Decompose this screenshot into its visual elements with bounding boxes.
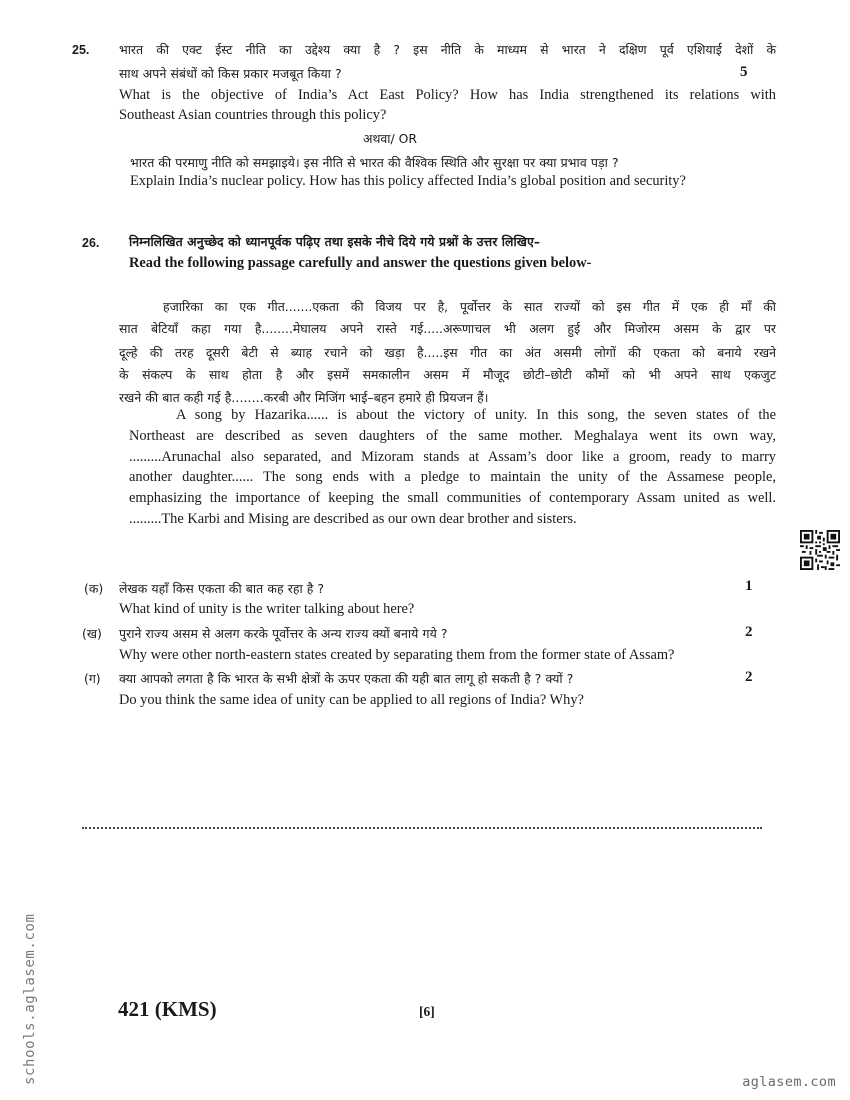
passage-hindi-line: रखने की बात कही गई है........करबी और मिजिंग भाई–बहन हमारे ही प्रियजन हैं। xyxy=(119,390,489,405)
passage-hindi-line: सात बेटियाँ कहा गया है........मेघालय अपने रास्ते गई.....अरूणाचल भी अलग हुई और मिजोरम असम के द्वार पर xyxy=(119,321,776,336)
passage-english-line: .........Arunachal also separated, and Mizoram stands at Assam’s door like a groom, ready to marry xyxy=(129,449,776,465)
watermark-side: schools.aglasem.com xyxy=(22,913,38,1085)
qr-code-icon xyxy=(800,530,840,570)
subq-label-kha: (ख) xyxy=(82,626,102,641)
subq-kha-marks: 2 xyxy=(745,624,753,640)
q25-alternative-english: Explain India’s nuclear policy. How has this policy affected India’s global position and security? xyxy=(130,173,686,189)
subq-ga-hindi: क्या आपको लगता है कि भारत के सभी क्षेत्रों के ऊपर एकता की यही बात लागू हो सकती है ? क्यों ? xyxy=(119,671,574,686)
subq-label-ka: (क) xyxy=(84,581,104,596)
q26-number: 26. xyxy=(82,236,100,250)
subq-ka-hindi: लेखक यहाँ किस एकता की बात कह रहा है ? xyxy=(119,581,325,596)
subq-ga-marks: 2 xyxy=(745,669,753,685)
end-of-paper-divider xyxy=(82,827,762,829)
passage-english-line: A song by Hazarika...... is about the victory of unity. In this song, the seven states of the xyxy=(176,407,776,423)
q25-number: 25. xyxy=(72,43,90,57)
subq-ka-marks: 1 xyxy=(745,578,753,594)
subq-kha-hindi: पुराने राज्य असम से अलग करके पूर्वोत्तर के अन्य राज्य क्यों बनाये गये ? xyxy=(119,626,448,641)
q25-alternative-hindi: भारत की परमाणु नीति को समझाइये। इस नीति से भारत की वैश्विक स्थिति और सुरक्षा पर क्या प्रभाव पड़ा ? xyxy=(130,155,619,170)
q25-marks: 5 xyxy=(740,64,748,80)
q25-hindi-line1: भारत की एक्ट ईस्ट नीति का उद्देश्य क्या है ? इस नीति के माध्यम से भारत ने दक्षिण पूर्व एशियाई देशों के xyxy=(119,42,776,57)
q26-instruction-hindi: निम्नलिखित अनुच्छेद को ध्यानपूर्वक पढ़िए तथा इसके नीचे दिये गये प्रश्नों के उत्तर लिखिए– xyxy=(129,234,541,249)
q26-instruction-english: Read the following passage carefully and answer the questions given below- xyxy=(129,255,592,271)
passage-english-line: emphasizing the importance of keeping the small communities of contemporary Assam united as well. xyxy=(129,490,776,506)
q25-english-line1: What is the objective of India’s Act East Policy? How has India strengthened its relations with xyxy=(119,87,776,103)
subq-label-ga: (ग) xyxy=(84,671,101,686)
subq-ga-english: Do you think the same idea of unity can be applied to all regions of India? Why? xyxy=(119,692,584,708)
subq-kha-english: Why were other north-eastern states created by separating them from the former state of Assam? xyxy=(119,647,675,663)
passage-english-line: Northeast are described as seven daughters of the same mother. Meghalaya went its own way, xyxy=(129,428,776,444)
q25-english-line2: Southeast Asian countries through this policy? xyxy=(119,107,387,123)
passage-hindi-line: के संकल्प के साथ होता है और इसमें समकालीन असम में मौजूद छोटी–छोटी कौमों को भी अपने साथ एकजुट xyxy=(119,367,776,382)
page-number: [6] xyxy=(419,1004,435,1019)
paper-code: 421 (KMS) xyxy=(118,997,217,1021)
watermark-corner: aglasem.com xyxy=(742,1074,836,1090)
q25-hindi-line2: साथ अपने संबंधों को किस प्रकार मजबूत किया ? xyxy=(119,66,342,81)
passage-hindi-line: हजारिका का एक गीत.......एकता की विजय पर है, पूर्वोत्तर के सात राज्यों को इस गीत में एक ही माँ की xyxy=(163,299,776,314)
passage-english-line: .........The Karbi and Mising are described as our own dear brother and sisters. xyxy=(129,511,577,527)
q25-or-label: अथवा/ OR xyxy=(363,131,417,146)
passage-english-line: another daughter...... The song ends with a pledge to maintain the unity of the Assamese people, xyxy=(129,469,776,485)
passage-hindi-line: दूल्हे की तरह दूसरी बेटी से ब्याह रचाने को खड़ा है.....इस गीत का अंत असमी लोगों की एकता को बनाये रखने xyxy=(119,345,776,360)
subq-ka-english: What kind of unity is the writer talking about here? xyxy=(119,601,415,617)
